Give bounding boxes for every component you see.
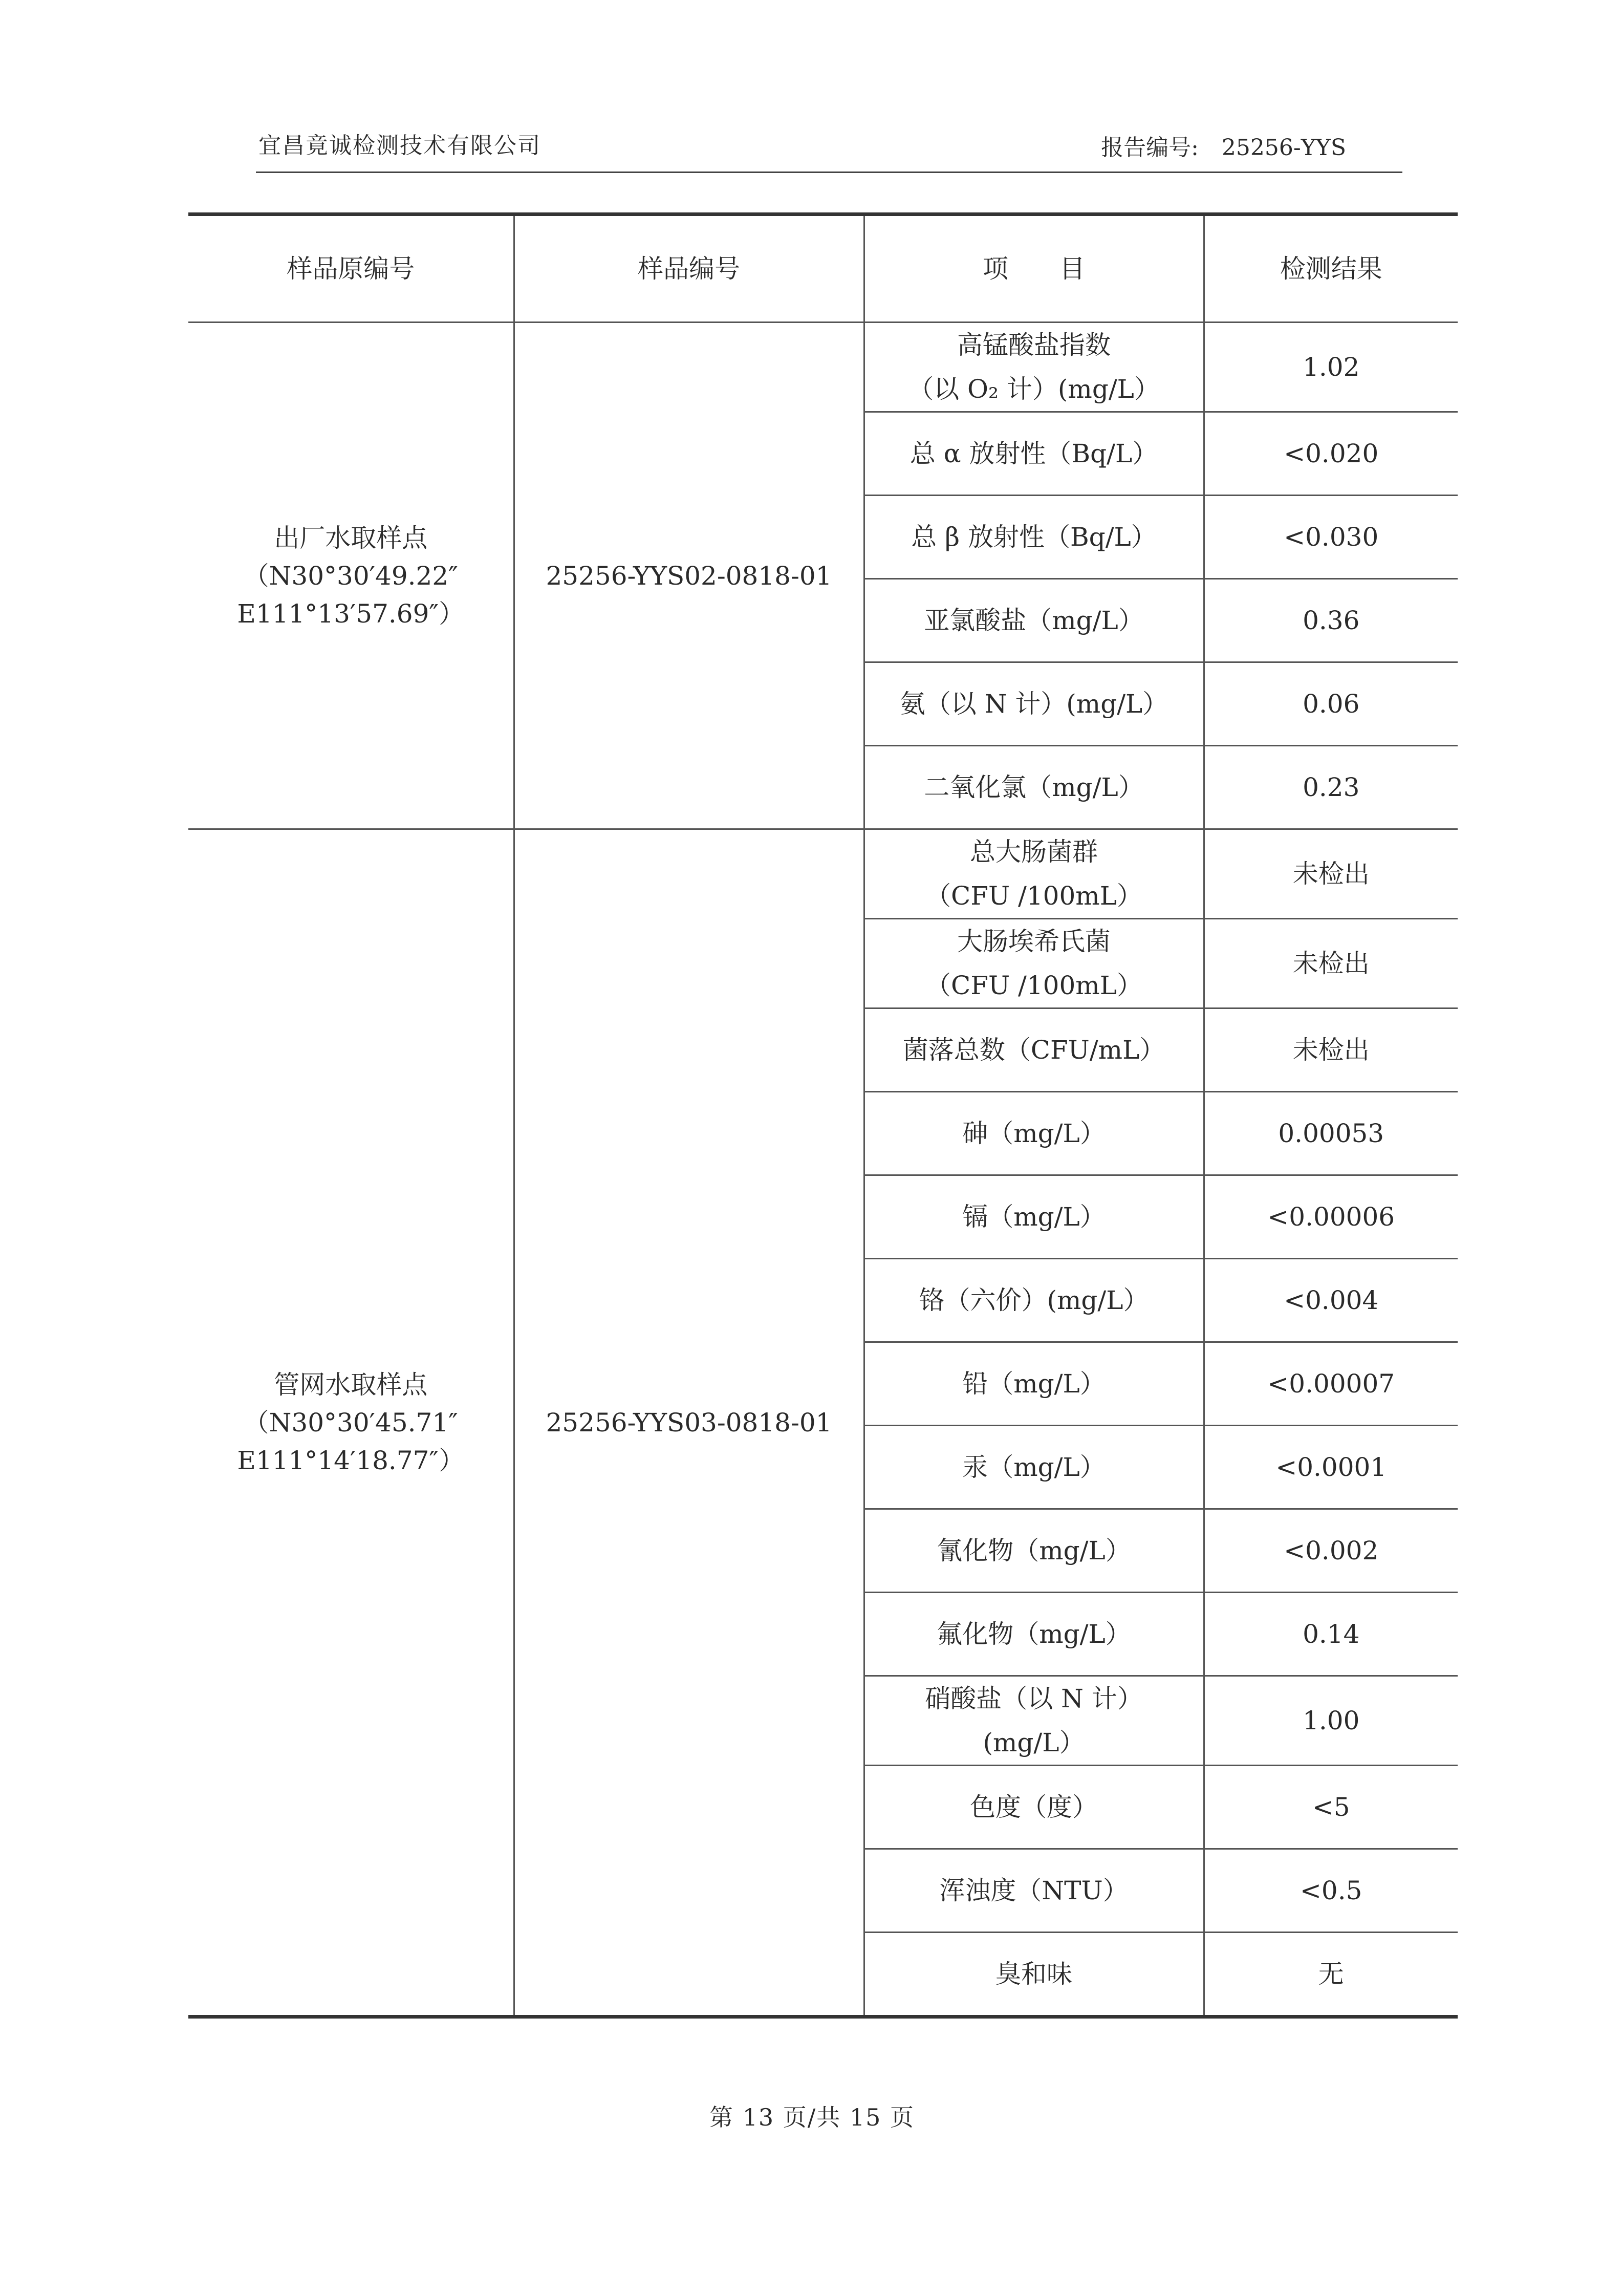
test-item-cell: [864, 579, 1204, 662]
test-item-cell: [864, 1008, 1204, 1092]
test-item-line: 臭和味: [995, 1959, 1072, 1989]
company-name: 宜昌竟诚检测技术有限公司: [258, 133, 541, 159]
report-number-label: 报告编号:: [1101, 135, 1199, 161]
test-item-line: 砷（mg/L）: [962, 1119, 1106, 1148]
test-item-line: 铬（六价）(mg/L）: [919, 1285, 1149, 1315]
page-header: [256, 123, 1402, 173]
test-item-line: 硝酸盐（以 N 计）: [925, 1684, 1143, 1713]
test-item-line: 二氧化氯（mg/L）: [924, 773, 1144, 802]
sample-location-line: E111°13′57.69″）: [237, 598, 465, 629]
test-result-cell: <0.0001: [1204, 1426, 1458, 1509]
test-item-line: 氟化物（mg/L）: [937, 1619, 1131, 1649]
sample-location-line: 出厂水取样点: [274, 523, 428, 553]
column-header-original-id: 样品原编号: [188, 214, 514, 323]
test-result-cell: 0.36: [1204, 579, 1458, 662]
test-item-line: （CFU /100mL）: [925, 971, 1142, 1000]
test-item-line: 总 β 放射性（Bq/L）: [911, 522, 1157, 552]
test-result-cell: 0.14: [1204, 1593, 1458, 1676]
test-result-cell: <0.00007: [1204, 1342, 1458, 1426]
test-item-line: 亚氯酸盐（mg/L）: [924, 606, 1144, 635]
test-result-cell: <0.030: [1204, 496, 1458, 579]
test-result-cell: <0.00006: [1204, 1175, 1458, 1259]
test-item-cell: [864, 1509, 1204, 1593]
table-header-row: [188, 214, 1458, 323]
sample-location-line: E111°14′18.77″）: [237, 1445, 465, 1475]
test-item-cell: [864, 829, 1204, 919]
sample-location-line: 管网水取样点: [274, 1369, 428, 1400]
page-footer: 第 13 页/共 15 页: [709, 2104, 915, 2131]
test-item-line: 镉（mg/L）: [962, 1202, 1106, 1232]
test-result-cell: 无: [1204, 1933, 1458, 2017]
test-item-line: 浑浊度（NTU）: [939, 1876, 1129, 1905]
sample-location-cell: [188, 829, 514, 2017]
table-row: [188, 829, 1458, 919]
test-item-cell: [864, 1175, 1204, 1259]
sample-location-cell: [188, 323, 514, 829]
test-item-cell: [864, 1766, 1204, 1849]
test-item-cell: [864, 1593, 1204, 1676]
test-item-line: 汞（mg/L）: [962, 1452, 1106, 1482]
column-header-result: 检测结果: [1204, 214, 1458, 323]
test-item-line: 菌落总数（CFU/mL）: [902, 1035, 1165, 1065]
test-result-cell: 未检出: [1204, 829, 1458, 919]
test-item-cell: [864, 1933, 1204, 2017]
test-result-cell: 0.06: [1204, 662, 1458, 746]
test-item-cell: [864, 496, 1204, 579]
table-row: [188, 323, 1458, 412]
test-result-cell: 0.23: [1204, 746, 1458, 829]
test-item-line: 色度（度）: [970, 1792, 1098, 1822]
test-result-cell: 0.00053: [1204, 1092, 1458, 1175]
report-number-value: 25256-YYS: [1221, 135, 1346, 161]
test-item-line: 高锰酸盐指数: [957, 330, 1111, 360]
test-item-cell: [864, 919, 1204, 1008]
test-item-cell: [864, 1676, 1204, 1766]
test-result-cell: <0.5: [1204, 1849, 1458, 1933]
test-result-cell: <0.004: [1204, 1259, 1458, 1342]
table-body: [188, 323, 1458, 2017]
results-table: [188, 212, 1458, 2019]
test-item-line: （以 O₂ 计）(mg/L）: [908, 374, 1160, 404]
test-result-cell: 未检出: [1204, 919, 1458, 1008]
test-result-cell: 1.02: [1204, 323, 1458, 412]
test-item-cell: [864, 1259, 1204, 1342]
test-item-line: 总大肠菌群: [970, 837, 1098, 867]
sample-id-cell: 25256-YYS03-0818-01: [514, 829, 864, 2017]
test-item-cell: [864, 412, 1204, 496]
column-header-item: 项 目: [864, 214, 1204, 323]
test-item-line: 铅（mg/L）: [962, 1369, 1106, 1399]
test-item-line: 氨（以 N 计）(mg/L）: [899, 689, 1168, 719]
test-item-cell: [864, 1092, 1204, 1175]
test-result-cell: 未检出: [1204, 1008, 1458, 1092]
test-item-line: 总 α 放射性（Bq/L）: [910, 439, 1158, 468]
test-item-line: 大肠埃希氏菌: [957, 927, 1111, 956]
sample-location-line: （N30°30′49.22″: [243, 561, 458, 591]
test-item-line: （CFU /100mL）: [925, 881, 1142, 911]
test-result-cell: <0.002: [1204, 1509, 1458, 1593]
test-item-cell: [864, 1342, 1204, 1426]
test-result-cell: <5: [1204, 1766, 1458, 1849]
column-header-sample-id: 样品编号: [514, 214, 864, 323]
test-result-cell: 1.00: [1204, 1676, 1458, 1766]
test-result-cell: <0.020: [1204, 412, 1458, 496]
test-item-cell: [864, 1426, 1204, 1509]
test-item-cell: [864, 662, 1204, 746]
sample-location-line: （N30°30′45.71″: [243, 1407, 458, 1437]
sample-id-cell: 25256-YYS02-0818-01: [514, 323, 864, 829]
test-item-cell: [864, 1849, 1204, 1933]
report-number: [1101, 129, 1346, 162]
test-item-line: 氰化物（mg/L）: [937, 1536, 1131, 1565]
test-item-line: (mg/L）: [983, 1728, 1085, 1757]
test-item-cell: [864, 746, 1204, 829]
test-item-cell: [864, 323, 1204, 412]
